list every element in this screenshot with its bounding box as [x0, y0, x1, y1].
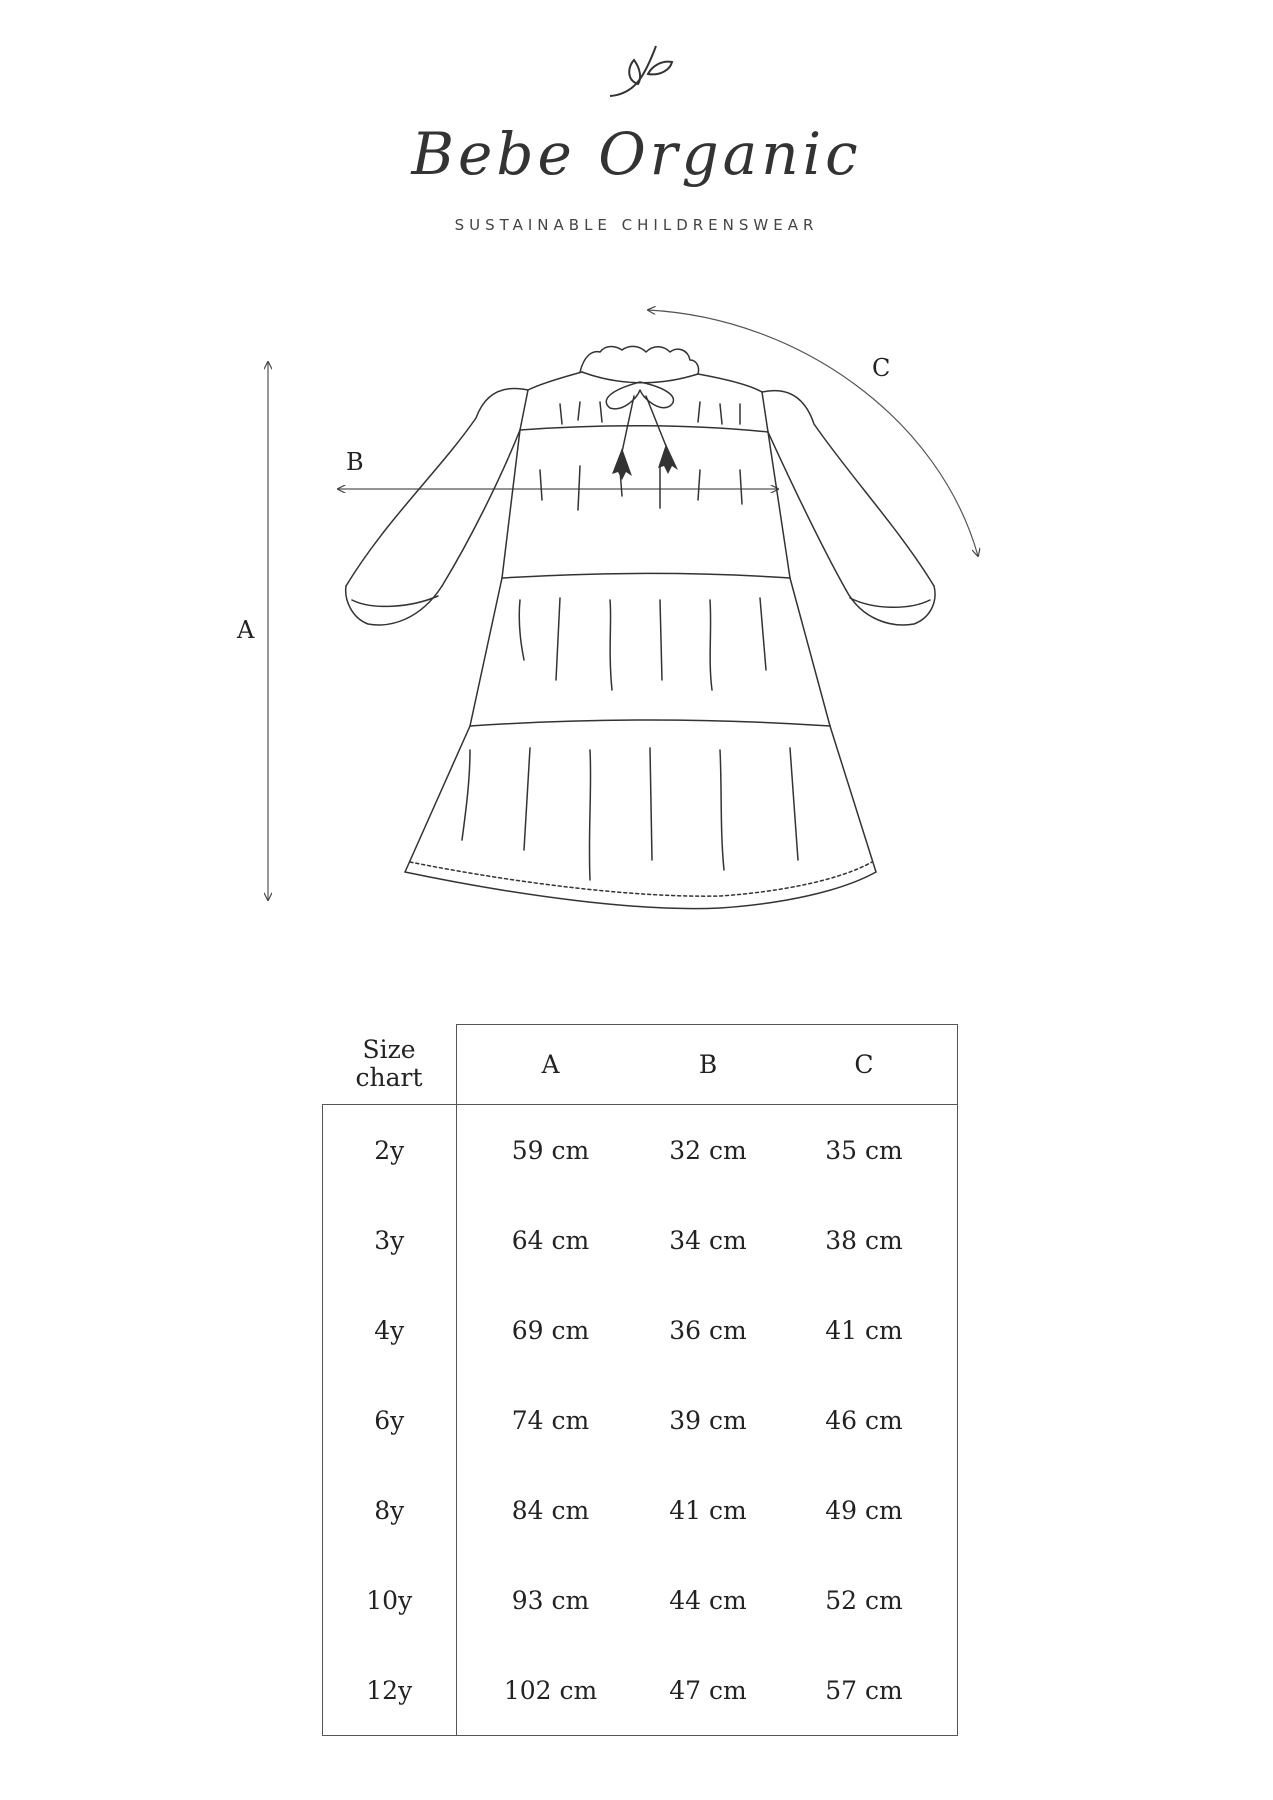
table-row: [323, 1195, 958, 1285]
leaf-sprig-icon: [604, 40, 684, 102]
b-cell: 41 cm: [669, 1495, 747, 1525]
size-chart-header-row: [323, 1025, 958, 1105]
dimension-b-label: B: [346, 448, 364, 476]
b-cell: 39 cm: [669, 1405, 747, 1435]
b-cell: 47 cm: [645, 1645, 772, 1736]
b-cell: 44 cm: [669, 1585, 747, 1615]
a-cell: 64 cm: [511, 1225, 590, 1255]
tiered-dress-illustration: [346, 346, 935, 908]
a-cell: 84 cm: [511, 1495, 590, 1525]
corner-label-line2: chart: [355, 1063, 423, 1093]
a-cell: 69 cm: [511, 1315, 590, 1345]
c-cell: 57 cm: [772, 1645, 958, 1736]
size-chart-table: [322, 1024, 958, 1736]
size-chart-corner-label: [323, 1025, 457, 1105]
c-cell: 52 cm: [772, 1555, 958, 1645]
size-cell: 12y: [323, 1645, 457, 1736]
corner-label-line1: Size: [362, 1034, 416, 1064]
b-cell: 34 cm: [669, 1225, 747, 1255]
size-cell: 4y: [323, 1285, 457, 1375]
table-row: [323, 1555, 958, 1645]
table-row: [323, 1645, 958, 1736]
size-cell: 8y: [323, 1465, 457, 1555]
size-cell: 3y: [323, 1195, 457, 1285]
a-cell: 74 cm: [511, 1405, 590, 1435]
size-cell: 2y: [323, 1105, 457, 1196]
dimension-a-label: A: [237, 616, 255, 644]
brand-tagline: SUSTAINABLE CHILDRENSWEAR: [454, 216, 819, 234]
c-cell: 35 cm: [772, 1105, 958, 1196]
c-cell: 46 cm: [772, 1375, 958, 1465]
dimension-c-label: C: [872, 354, 891, 382]
column-header-c: C: [772, 1025, 958, 1105]
tassel-right-icon: [658, 444, 678, 474]
brand-name: Bebe Organic: [411, 120, 862, 188]
a-cell: 93 cm: [511, 1585, 590, 1615]
dimension-c-arc: [648, 310, 978, 556]
table-row: [323, 1375, 958, 1465]
b-cell: 32 cm: [669, 1135, 747, 1165]
c-cell: 49 cm: [772, 1465, 958, 1555]
dress-diagram: [0, 290, 1273, 930]
c-cell: 41 cm: [772, 1285, 958, 1375]
a-cell: 102 cm: [456, 1645, 645, 1736]
size-cell: 6y: [323, 1375, 457, 1465]
b-cell: 36 cm: [669, 1315, 747, 1345]
column-header-b: B: [645, 1025, 772, 1105]
size-cell: 10y: [323, 1555, 457, 1645]
tassel-left-icon: [612, 448, 632, 480]
c-cell: 38 cm: [772, 1195, 958, 1285]
table-row: [323, 1285, 958, 1375]
column-header-a: A: [456, 1025, 645, 1105]
a-cell: 59 cm: [511, 1135, 590, 1165]
table-row: [323, 1465, 958, 1555]
table-row: [323, 1105, 958, 1196]
